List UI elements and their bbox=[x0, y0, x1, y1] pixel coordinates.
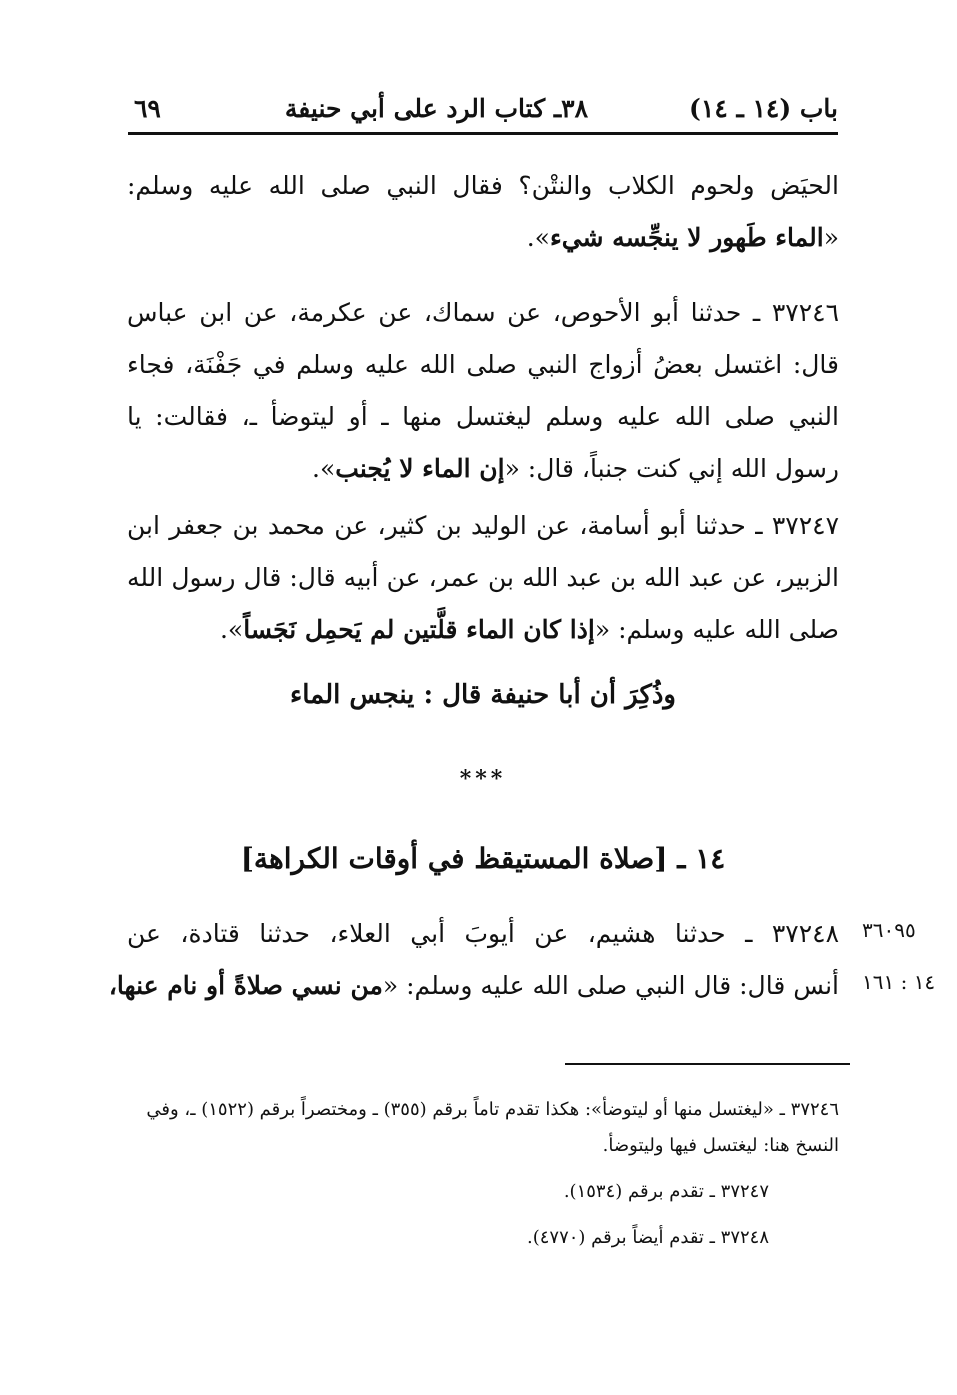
hadith-37248-line2 bbox=[108, 964, 839, 1008]
intro-end: ». bbox=[526, 223, 550, 252]
hadith-37246-end: ». bbox=[312, 454, 336, 483]
intro-text: الحيَض ولحوم الكلاب والنتْن؟ فقال النبي صلى الله عليه وسلم: « bbox=[127, 171, 839, 252]
page-number: ٦٩ bbox=[134, 94, 161, 123]
hadith-37248-line1: ٣٧٢٤٨ ـ حدثنا هشيم، عن أيوبَ أبي العلاء، حدثنا قتادة، عن bbox=[127, 919, 839, 948]
margin-note-volume: ٣٦٠٩٥ bbox=[862, 918, 916, 942]
abu-hanifa-mention: وذُكِرَ أن أبا حنيفة قال : ينجس الماء bbox=[290, 680, 676, 710]
hadith-37247-end: ». bbox=[219, 615, 244, 644]
hadith-37246 bbox=[127, 287, 839, 495]
intro-quote: الماء طَهور لا ينجِّسه شيء bbox=[549, 223, 824, 252]
hadith-37246-text: ٣٧٢٤٦ ـ حدثنا أبو الأحوص، عن سماك، عن عكرمة، عن ابن عباس قال: اغتسل بعضُ أزواج النبي صلى الله عليه وسلم في جَفْنَة، فجاء النبي صلى الله عليه وسلم ليغتسل منها ـ أو ليتوضأ ـ، فقالت: يا رسول الله إني كنت جنباً، قال: « bbox=[127, 298, 839, 483]
section-separator: *** bbox=[459, 766, 507, 792]
hadith-37247-text: ٣٧٢٤٧ ـ حدثنا أبو أسامة، عن الوليد بن كثير، عن محمد بن جعفر ابن الزبير، عن عبد الله بن عبد الله بن عمر، عن أبيه قال: قال رسول الله صلى الله عليه وسلم: « bbox=[127, 511, 839, 644]
footnote-divider bbox=[565, 1063, 850, 1065]
chapter-reference: باب (١٤ ـ ١٤) bbox=[689, 94, 838, 123]
hadith-37246-quote: إن الماء لا يُجنب bbox=[335, 454, 505, 483]
hadith-37248-quote: من نسي صلاةً أو نام عنها، bbox=[108, 971, 383, 1000]
hadith-37248-text: أنس قال: قال النبي صلى الله عليه وسلم: « bbox=[382, 971, 839, 1000]
chapter-title: ٣٨ـ كتاب الرد على أبي حنيفة bbox=[284, 94, 588, 123]
page-header bbox=[128, 90, 838, 135]
section-title: ١٤ ـ [صلاة المستيقظ في أوقات الكراهة] bbox=[240, 842, 726, 875]
footnote-37248: ٣٧٢٤٨ ـ تقدم أيضاً برقم (٤٧٧٠). bbox=[526, 1227, 769, 1248]
hadith-37247 bbox=[127, 500, 839, 656]
margin-note-page: ١٤ : ١٦١ bbox=[862, 970, 936, 994]
hadith-37247-quote: إذا كان الماء قلَّتين لم يَحمِل نَجَساً bbox=[243, 615, 595, 644]
footnote-37247: ٣٧٢٤٧ ـ تقدم برقم (١٥٣٤). bbox=[563, 1181, 769, 1202]
footnotes bbox=[127, 1092, 839, 1266]
intro-paragraph bbox=[127, 160, 839, 264]
footnote-37246: ٣٧٢٤٦ ـ «ليغتسل منها أو ليتوضأ»: هكذا تقدم تاماً برقم (٣٥٥) ـ ومختصراً برقم (١٥٢٢) ـ، وفي النسخ هنا: ليغتسل فيها وليتوضأ. bbox=[146, 1099, 839, 1156]
